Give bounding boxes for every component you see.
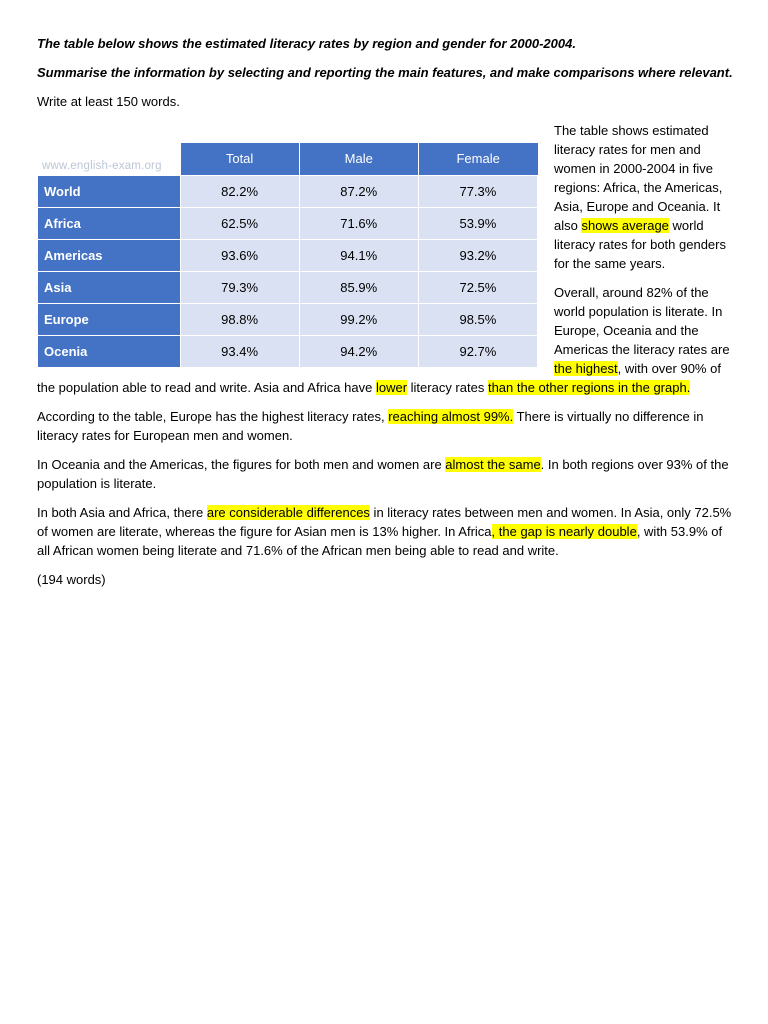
highlighted-phrase: the highest <box>554 361 618 376</box>
table-row <box>38 239 538 271</box>
table-cell: 93.4% <box>180 335 299 367</box>
essay-text: literacy rates <box>407 380 488 395</box>
highlighted-phrase: almost the same <box>445 457 541 472</box>
table-cell: 99.2% <box>299 303 418 335</box>
essay-text: The table shows estimated literacy rates for men and women in 2000-2004 in five regions: Africa, the Americas, Asia, Europe and Oceania. It also <box>554 123 723 233</box>
highlighted-phrase: are considerable differences <box>206 505 370 520</box>
essay-text: world literacy rates for both genders for the same years. <box>554 218 726 271</box>
highlighted-phrase: shows average <box>581 218 669 233</box>
table-cell: 72.5% <box>418 271 537 303</box>
essay-paragraph-europe <box>37 407 738 445</box>
table-cell: 62.5% <box>180 207 299 239</box>
table-cell: 85.9% <box>299 271 418 303</box>
row-header-americas: Americas <box>38 239 180 271</box>
essay-text: in literacy rates between men and women. In Asia, only 72.5% of women are literate, whereas the figure for Asian men is 13% higher. In Africa <box>37 505 732 539</box>
essay-text: In Oceania and the Americas, the figures for both men and women are <box>37 457 446 472</box>
table-cell: 53.9% <box>418 207 537 239</box>
essay-text: , with 53.9% of all African women being literate and 71.6% of the African men being able to read and write. <box>37 524 723 558</box>
column-header-female: Female <box>418 143 537 175</box>
highlighted-phrase: , the gap is nearly double <box>491 524 637 539</box>
row-header-world: World <box>38 175 180 207</box>
table-cell: 71.6% <box>299 207 418 239</box>
table-cell: 98.8% <box>180 303 299 335</box>
essay-text: According to the table, Europe has the highest literacy rates, <box>37 409 389 424</box>
task-prompt-line-2: Summarise the information by selecting and reporting the main features, and make comparisons where relevant. <box>37 65 733 80</box>
table-cell: 93.2% <box>418 239 537 271</box>
literacy-rates-table <box>38 143 538 368</box>
column-header-male: Male <box>299 143 418 175</box>
watermark: www.english-exam.org <box>42 160 162 172</box>
table-cell: 98.5% <box>418 303 537 335</box>
row-header-asia: Asia <box>38 271 180 303</box>
essay-text: Overall, around 82% of the world population is literate. In Europe, Oceania and the Americas the literacy rates are <box>554 285 730 357</box>
task-prompt-line-1: The table below shows the estimated literacy rates by region and gender for 2000-2004. <box>37 36 576 51</box>
table-row <box>38 271 538 303</box>
row-header-oceania: Ocenia <box>38 335 180 367</box>
word-count: (194 words) <box>37 572 106 587</box>
table-cell: 87.2% <box>299 175 418 207</box>
essay-text: , with over 90% of the population able to read and write. Asia and Africa have <box>37 361 721 395</box>
table-cell: 93.6% <box>180 239 299 271</box>
essay-text: . In both regions over 93% of the population is literate. <box>37 457 729 491</box>
row-header-europe: Europe <box>38 303 180 335</box>
essay-text: In both Asia and Africa, there <box>37 505 207 520</box>
highlighted-phrase: than the other regions in the graph. <box>487 380 691 395</box>
word-requirement: Write at least 150 words. <box>37 94 180 109</box>
table-row <box>38 207 538 239</box>
essay-text: There is virtually no difference in literacy rates for European men and women. <box>37 409 704 443</box>
table-row <box>38 175 538 207</box>
table-cell: 77.3% <box>418 175 537 207</box>
table-cell: 82.2% <box>180 175 299 207</box>
essay-paragraph-oceania-americas <box>37 455 738 493</box>
table-cell: 92.7% <box>418 335 537 367</box>
highlighted-phrase: reaching almost 99%. <box>388 409 514 424</box>
literacy-table-figure <box>38 143 538 370</box>
highlighted-phrase: lower <box>375 380 408 395</box>
column-header-total: Total <box>180 143 299 175</box>
table-cell: 79.3% <box>180 271 299 303</box>
table-row <box>38 335 538 367</box>
row-header-africa: Africa <box>38 207 180 239</box>
essay-paragraph-asia-africa <box>37 503 738 560</box>
table-cell: 94.2% <box>299 335 418 367</box>
table-cell: 94.1% <box>299 239 418 271</box>
table-row <box>38 303 538 335</box>
